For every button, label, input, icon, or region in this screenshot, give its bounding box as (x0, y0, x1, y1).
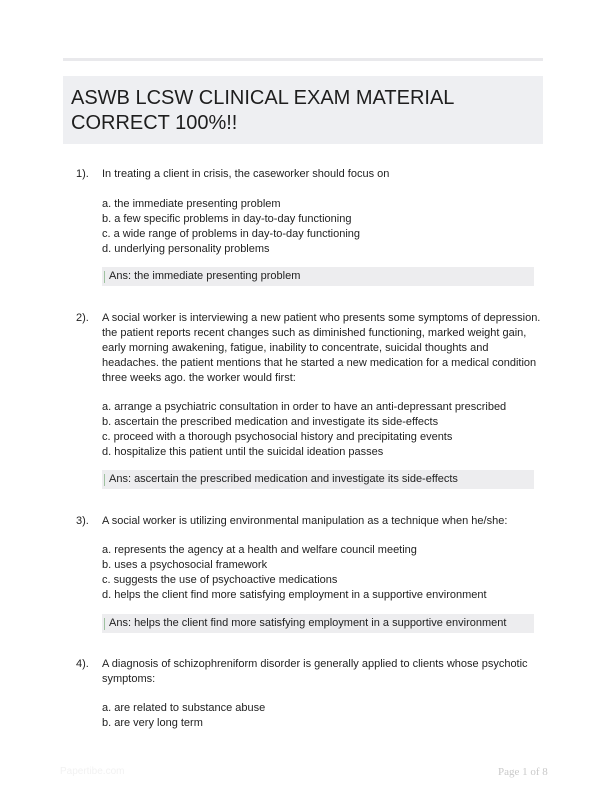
question-number: 1). (76, 168, 89, 180)
document-title: ASWB LCSW CLINICAL EXAM MATERIAL CORRECT 100%!! (71, 87, 455, 134)
page-number: Page 1 of 8 (498, 766, 548, 778)
question-text: In treating a client in crisis, the caseworker should focus on (102, 168, 390, 180)
question-text: A social worker is utilizing environmental manipulation as a technique when he/she: (102, 515, 508, 527)
question-number: 3). (76, 515, 89, 527)
answer-marker (104, 618, 105, 630)
answer-options (102, 197, 542, 257)
option-a: a. the immediate presenting problem (102, 198, 281, 210)
question-text: A social worker is interviewing a new patient who presents some symptoms of depression. the patient reports recent changes such as diminished functioning, marked weight gain, early morning awakening, fatigue, inability to concentrate, suicidal thoughts and headaches. the patient mentions that he started a new medication for a medical condition three weeks ago. the worker would first: (102, 312, 541, 384)
answer-text: Ans: the immediate presenting problem (109, 270, 301, 282)
footer-watermark: Papertibe.com (60, 766, 125, 777)
question-text: A diagnosis of schizophreniform disorder is generally applied to clients whose psychotic symptoms: (102, 658, 528, 685)
answer-options (102, 400, 542, 460)
answer-text: Ans: helps the client find more satisfying employment in a supportive environment (109, 617, 507, 629)
option-c: c. proceed with a thorough psychosocial history and precipitating events (102, 431, 453, 443)
option-b: b. a few specific problems in day-to-day functioning (102, 213, 352, 225)
option-a: a. arrange a psychiatric consultation in order to have an anti-depressant prescribed (102, 401, 507, 413)
answer-box (102, 614, 534, 633)
option-d: d. helps the client find more satisfying employment in a supportive environment (102, 589, 487, 601)
option-c: c. a wide range of problems in day-to-day functioning (102, 228, 361, 240)
option-d: d. underlying personality problems (102, 243, 270, 255)
option-a: a. represents the agency at a health and welfare council meeting (102, 544, 417, 556)
option-d: d. hospitalize this patient until the suicidal ideation passes (102, 446, 384, 458)
option-b: b. are very long term (102, 717, 203, 729)
question-number: 2). (76, 312, 89, 324)
answer-options (102, 701, 542, 731)
title-banner (63, 76, 543, 144)
answer-marker (104, 474, 105, 486)
answer-marker (104, 271, 105, 283)
option-b: b. ascertain the prescribed medication and investigate its side-effects (102, 416, 439, 428)
option-b: b. uses a psychosocial framework (102, 559, 268, 571)
question-number: 4). (76, 658, 89, 670)
answer-text: Ans: ascertain the prescribed medication and investigate its side-effects (109, 473, 458, 485)
answer-box (102, 267, 534, 286)
answer-box (102, 470, 534, 489)
answer-options (102, 543, 542, 603)
top-divider (63, 58, 543, 61)
option-a: a. are related to substance abuse (102, 702, 266, 714)
option-c: c. suggests the use of psychoactive medications (102, 574, 338, 586)
